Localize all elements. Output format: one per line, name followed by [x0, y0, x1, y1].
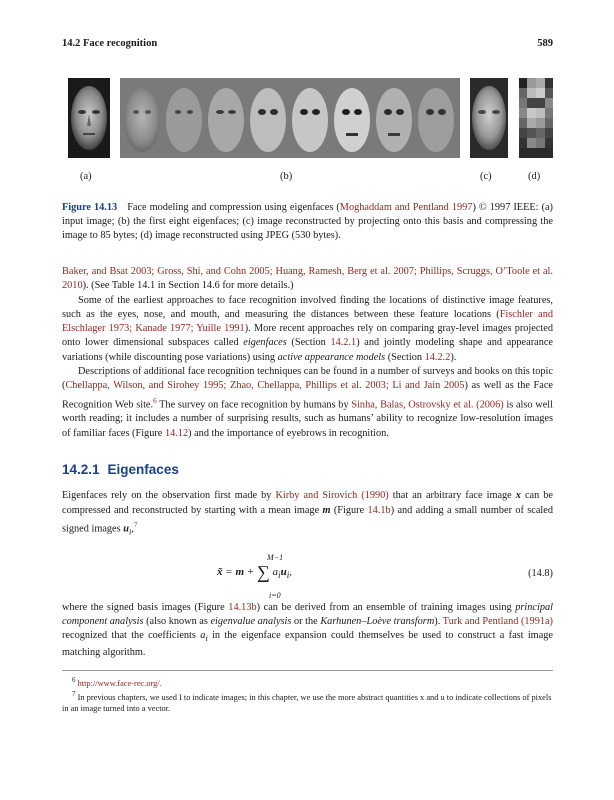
paragraph-descriptions: Descriptions of additional face recognition techniques can be found in a number of surveys and books on this topic (Chellappa, Wilson, and Sirohey 1995; Zhao, Chellappa, Phillips et al. 2003; Li and Jain 2005) as well as the Face Recognition Web site.$^6$ The survey on face recognition by humans by Sinha, Balas, Ostrovsky et al. (2006) is also well worth reading; it includes a number of surprising results, such as humans’ ability to recognize low-resolution images of familiar faces (Figure 14.12) and the importance of eyebrows in recognition. — [62, 366, 554, 439]
figure-caption: Figure 14.13 Face modeling and compression using eigenfaces (Moghaddam and Pentland 1997) © 1997 IEEE: (a) input image; (b) the first eight eigenfaces; (c) image reconstructed by projecting onto this basis and compressing the image to 85 bytes; (d) image reconstructed using JPEG (530 bytes). — [62, 202, 553, 241]
section-heading: 14.2.1 Eigenfaces — [62, 461, 179, 477]
figure-14-13 — [62, 78, 553, 183]
paragraph-earliest-approaches: Some of the earliest approaches to face recognition involved finding the locations of distinctive image features, such as the eyes, nose, and mouth, and measuring the distances between these feature locations (Fischler and Elschlager 1973; Kanade 1977; Yuille 1991). More recent approaches rely on comparing gray-level images projected onto lower dimensional subspaces called eigenfaces (Section 14.2.1) and jointly modeling shape and appearance variations (while discounting pose variations) using active appearance models (Section 14.2.2). — [62, 294, 553, 363]
caption-citation[interactable]: Moghaddam and Pentland 1997 — [339, 202, 473, 213]
jpeg-face-image — [519, 78, 553, 158]
body-text — [62, 265, 553, 660]
paragraph-continuation: Baker, and Bsat 2003; Gross, Shi, and Cohn 2005; Huang, Ramesh, Berg et al. 2007; Phillips, Scruggs, O’Toole et al. 2010). (See Table 14.1 in Section 14.6 for more details.) — [62, 266, 553, 292]
footnote-7: $^7$ In previous chapters, we used I to indicate images; in this chapter, we use the more abstract quantities x and u to indicate collections of pixels in an image turned into a vector. — [62, 690, 552, 714]
footnote-6: $^6$ http://www.face-rec.org/. — [72, 675, 162, 688]
equation-number: (14.8) — [528, 567, 553, 579]
paragraph-signed-basis: where the signed basis images (Figure 14.13b) can be derived from an ensemble of training images using principal component analysis (also known as eigenvalue analysis or the Karhunen–Loève transform). Turk and Pentland (1991a) recognized that the coefficients $a_i$ in the eigenface expansion could themselves be used to construct a fast image matching algorithm. — [62, 601, 553, 658]
page — [62, 38, 553, 715]
figure-label-d: (d) — [528, 171, 541, 182]
figure-label-c: (c) — [480, 171, 492, 182]
input-face-image — [68, 78, 110, 158]
footnotes — [62, 670, 553, 715]
figure-label-a: (a) — [80, 171, 92, 182]
figure-label-b: (b) — [280, 171, 293, 182]
header-section: 14.2 Face recognition — [62, 38, 158, 49]
eigenfaces-strip — [120, 78, 460, 158]
reconstructed-face-image — [470, 78, 508, 158]
paragraph-eigenfaces: Eigenfaces rely on the observation first made by Kirby and Sirovich (1990) that an arbitrary face image x can be compressed and reconstructed by starting with a mean image m (Figure 14.1b) and adding a small number of scaled signed images $u_i,^7$ — [62, 490, 554, 537]
running-header — [62, 38, 553, 52]
header-page-number: 589 — [537, 38, 553, 49]
equation-14-8: M−1 x̃ = m + ∑ $a_iu_i$, i=0 (14.8) — [217, 552, 553, 600]
caption-label: Figure 14.13 — [62, 202, 118, 213]
